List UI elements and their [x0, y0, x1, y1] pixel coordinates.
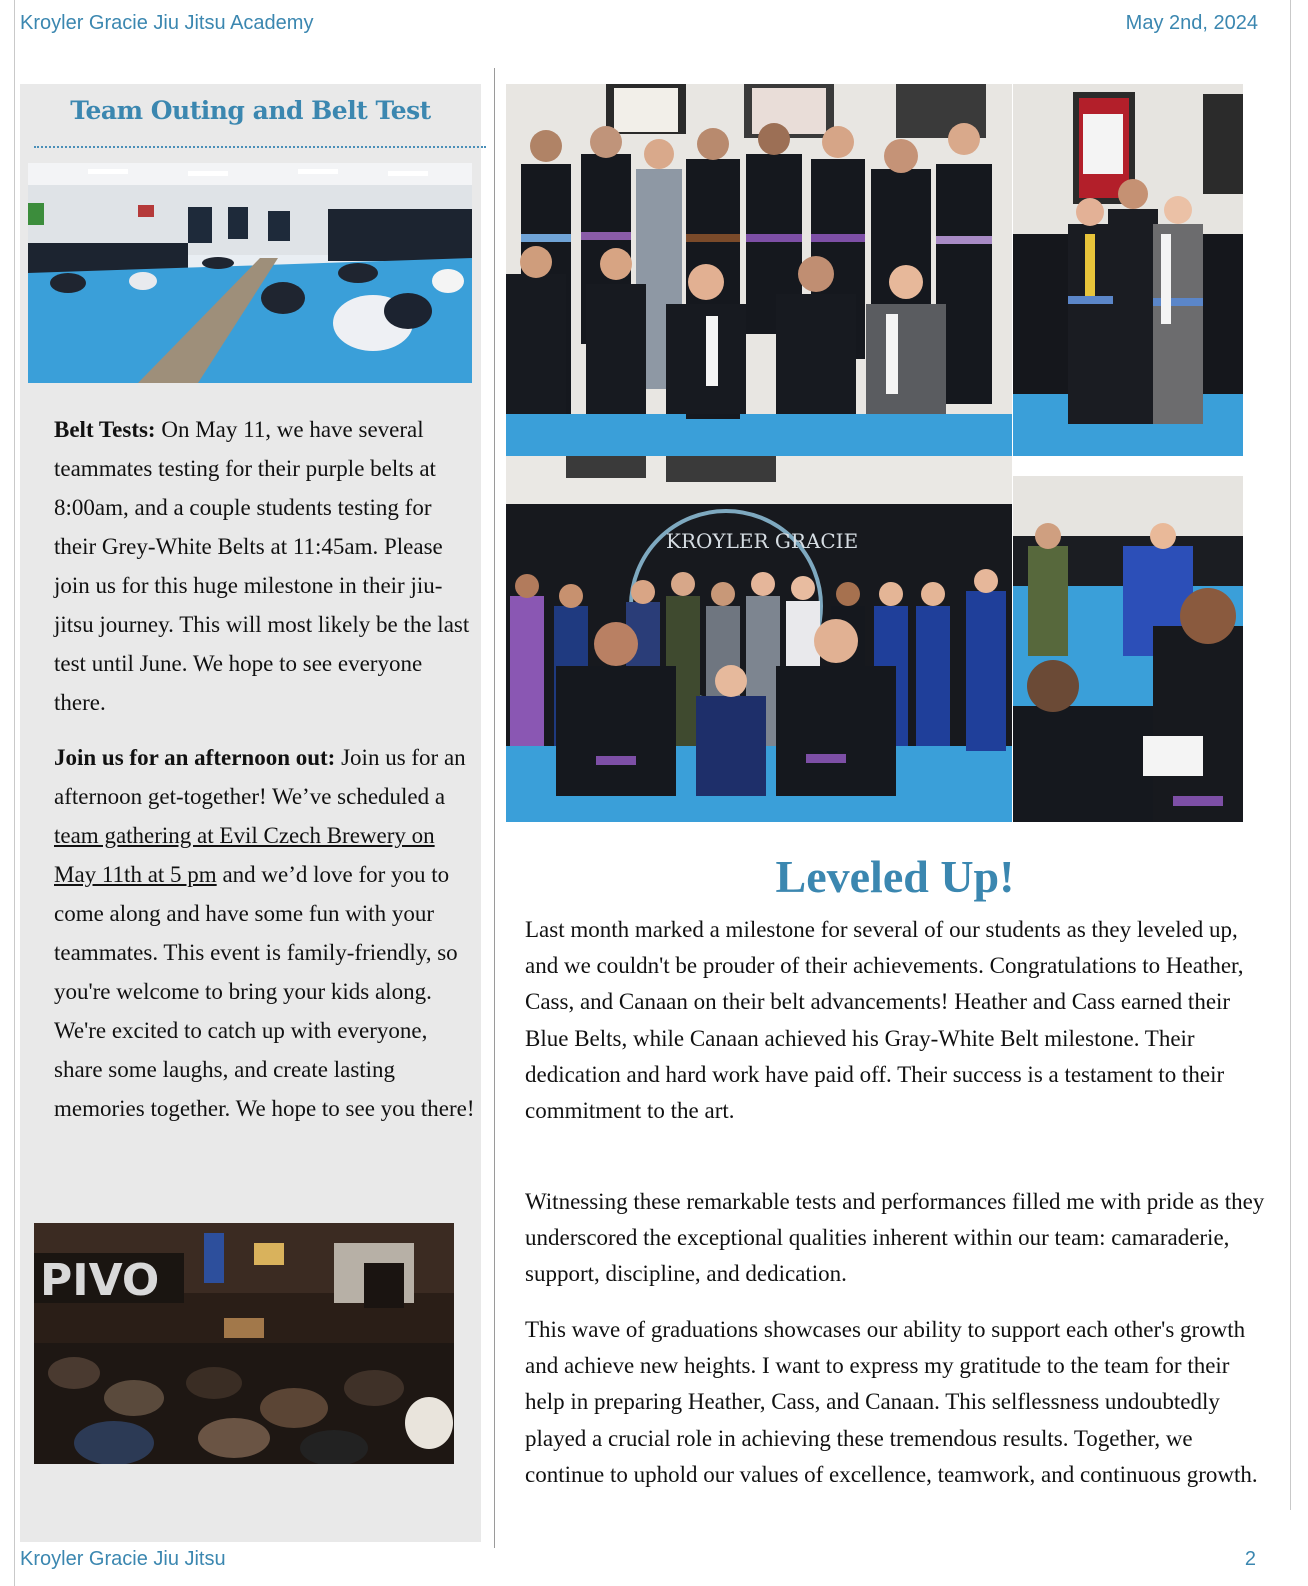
column-divider — [494, 68, 495, 1548]
outing-paragraph — [54, 738, 479, 1128]
mat-room-photo — [28, 163, 472, 383]
outing-text-after: and we’d love for you to come along and have some fun with your teammates. This event is family-friendly, so you're welcome to bring your kids along. We're excited to catch up with everyone, share some laughs, and create lasting memories together. We hope to see you there! — [54, 862, 475, 1121]
belt-tests-label: Belt Tests: — [54, 417, 156, 442]
group-photo-adults — [506, 84, 1012, 456]
sidebar-title: Team Outing and Belt Test — [70, 96, 431, 125]
kids-class-photo — [506, 456, 1012, 822]
gym-banner-text: KROYLER GRACIE — [666, 529, 859, 553]
article-paragraph-2: Witnessing these remarkable tests and performances filled me with pride as they underscored the exceptional qualities inherent within our team: camaraderie, support, discipline, and dedication. — [525, 1189, 1265, 1287]
article-title: Leveled Up! — [775, 851, 1015, 902]
belt-tests-text: On May 11, we have several teammates testing for their purple belts at 8:00am, and a couple students testing for their Grey-White Belts at 11:45am. Please join us for this huge milestone in their jiu-jitsu journey. This will most likely be the last test until June. We hope to see everyone there. — [54, 417, 470, 715]
article-paragraph-1: Last month marked a milestone for several of our students as they leveled up, and we couldn't be prouder of their achievements. Congratulations to Heather, Cass, and Canaan on their belt advancements! Heather and Cass earned their Blue Belts, while Canaan achieved his Gray-White Belt milestone. Their dedication and hard work have paid off. Their success is a testament to their commitment to the art. — [525, 917, 1244, 1124]
belt-promotion-photo — [1013, 84, 1243, 456]
sidebar-panel — [20, 84, 481, 1542]
article-paragraph-3: This wave of graduations showcases our ability to support each other's growth and achieve new heights. I want to express my gratitude to the team for their help in preparing Heather, Cass, and Canaan. This selflessness undoubtedly played a crucial role in achieving these tremendous results. Together, we continue to uphold our values of excellence, teamwork, and continuous growth. — [525, 1317, 1258, 1487]
header-title: Kroyler Gracie Jiu Jitsu Academy — [20, 12, 314, 34]
page-border-right — [1290, 0, 1291, 1510]
kids-sparring-photo — [1013, 476, 1243, 822]
brewery-link[interactable]: team gathering at Evil Czech Brewery on May 11th at 5 pm — [54, 823, 435, 887]
brewery-photo — [34, 1223, 454, 1464]
outing-text-before: Join us for an afternoon get-together! We’ve scheduled a — [54, 745, 466, 809]
brewery-sign-text: PIVO — [40, 1255, 160, 1306]
header-date: May 2nd, 2024 — [1125, 12, 1258, 34]
title-divider — [34, 146, 486, 148]
page-border-left — [14, 0, 15, 1586]
footer-title: Kroyler Gracie Jiu Jitsu — [20, 1548, 226, 1570]
belt-tests-paragraph — [54, 410, 479, 722]
page-number: 2 — [1244, 1548, 1256, 1570]
outing-label: Join us for an afternoon out: — [54, 745, 336, 770]
